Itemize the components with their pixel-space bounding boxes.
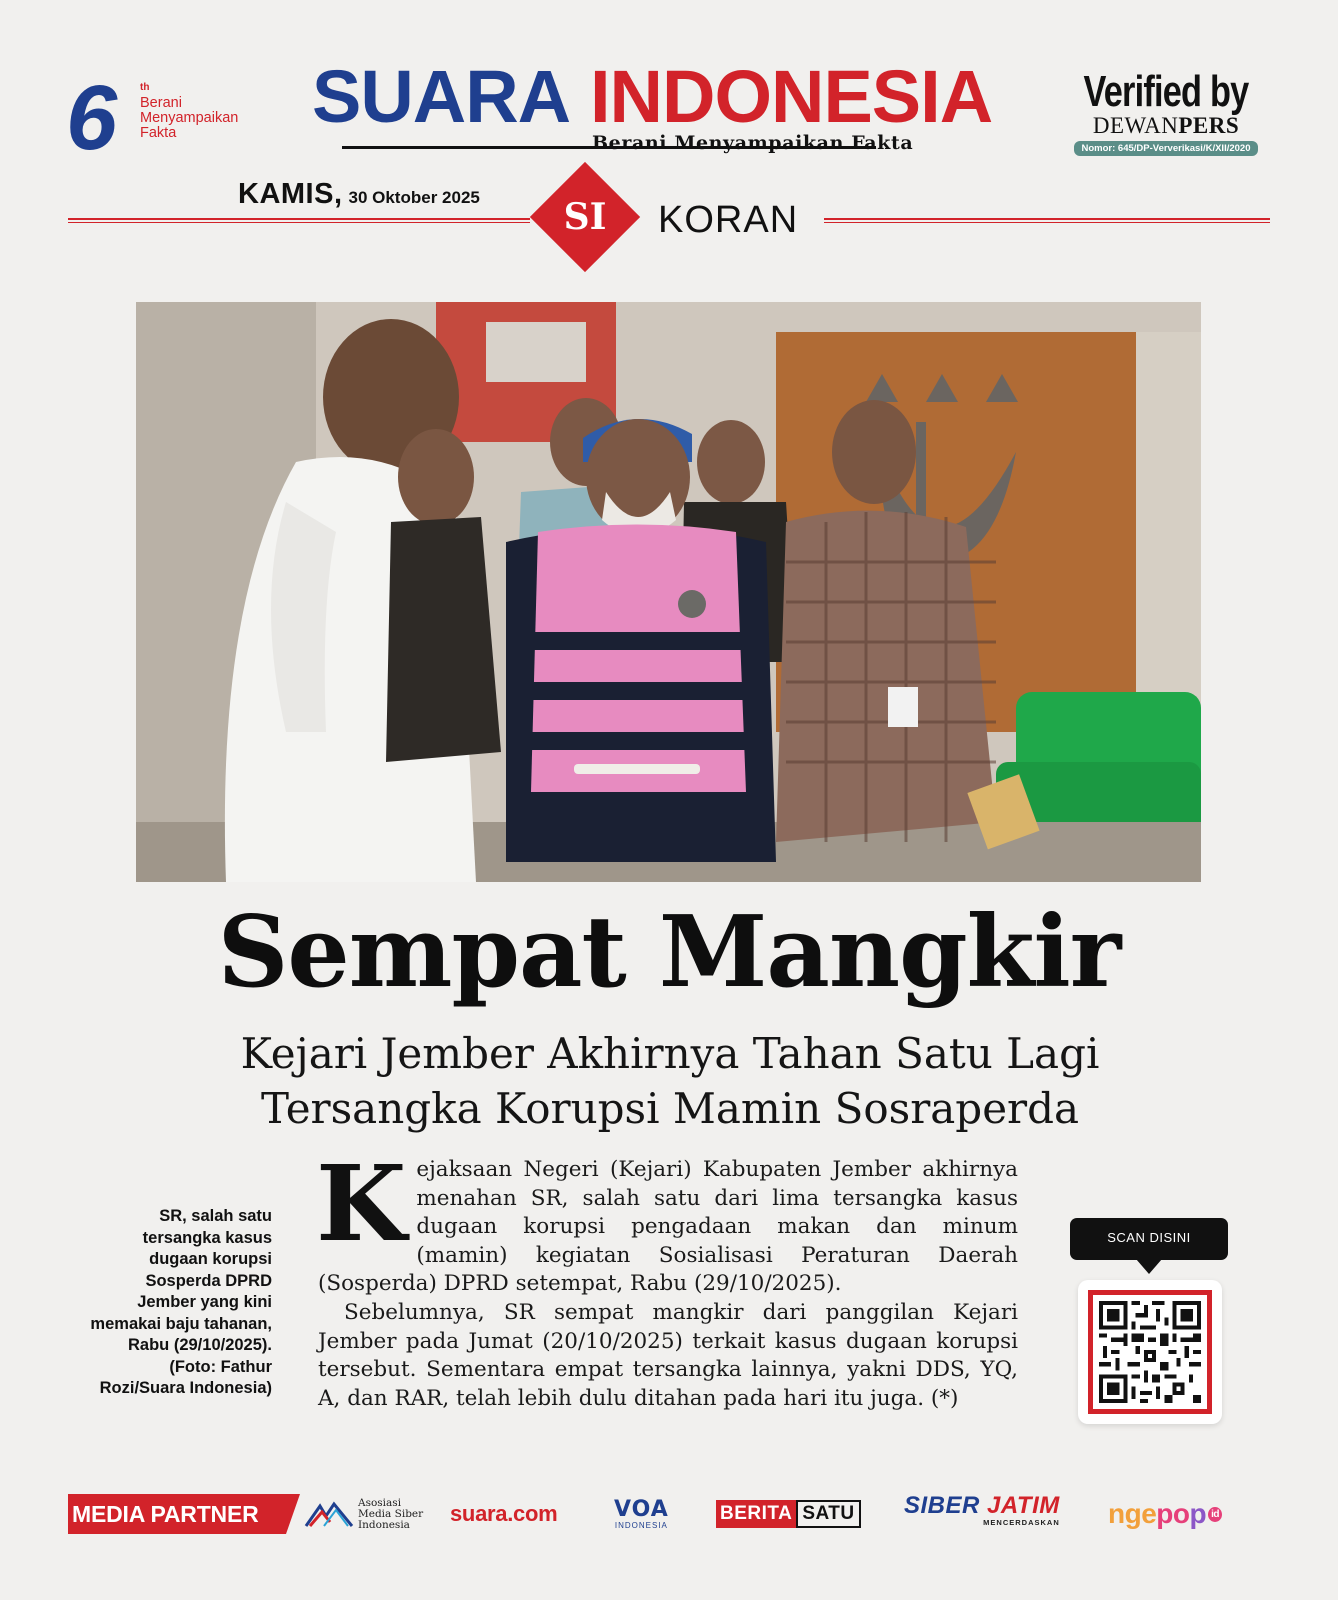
qr-code-card[interactable] xyxy=(1078,1280,1222,1424)
header-divider-left xyxy=(68,218,530,223)
dewan-pers-logo: DEWANPERS xyxy=(1092,113,1240,138)
drop-cap: K xyxy=(316,1142,407,1265)
partner-voa[interactable] xyxy=(614,1494,669,1534)
partner-siberjatim[interactable] xyxy=(904,1494,1060,1534)
qr-code-icon xyxy=(1099,1301,1201,1403)
partner-beritasatu[interactable]: BERITA SATU xyxy=(716,1494,861,1534)
verified-title: Verified by xyxy=(1083,67,1249,116)
verified-by-dewan-pers xyxy=(1056,67,1276,160)
dateline xyxy=(238,178,480,211)
masthead xyxy=(312,55,1024,160)
masthead-suara: SUARA xyxy=(312,55,571,138)
masthead-slogan: Berani Menyampaikan Fakta xyxy=(592,132,914,154)
article-paragraph-2: Sebelumnya, SR sempat mangkir dari panggilan Kejari Jember pada Jumat (20/10/2025) terkait kasus dugaan korupsi tersebut. Sementara empat tersangka lainnya, yakni DDS, YQ, A, dan RAR, telah lebih dulu ditahan pada hari itu juga. (*) xyxy=(318,1299,1018,1411)
headline: Sempat Mangkir xyxy=(217,895,1121,1010)
photo-caption: SR, salah satu tersangka kasus dugaan korupsi Sosperda DPRD Jember yang kini memakai baju tahanan, Rabu (29/10/2025). (Foto: Fathur Rozi/Suara Indonesia) xyxy=(90,1207,272,1397)
day-of-week: KAMIS, xyxy=(238,178,343,210)
article-body xyxy=(316,1142,1018,1413)
header-divider-right xyxy=(824,218,1270,223)
si-logo-text: SI xyxy=(563,196,607,238)
anniversary-suffix: th xyxy=(140,82,150,93)
article-paragraph-1: Kejaksaan Negeri (Kejari) Kabupaten Jember akhirnya menahan SR, salah satu dari lima tersangka kasus dugaan korupsi pengadaan makan dan minum (mamin) kegiatan Sosialisasi Peraturan Daerah (Sosperda) DPRD setempat, Rabu (29/10/2025). xyxy=(316,1142,1018,1297)
siberjatim-logo: SIBER JATIM xyxy=(904,1492,1060,1519)
subheadline: Kejari Jember Akhirnya Tahan Satu Lagi Tersangka Korupsi Mamin Sosraperda xyxy=(240,1029,1100,1133)
news-photo xyxy=(136,302,1201,882)
partner-ngepop[interactable]: nge po p id xyxy=(1108,1494,1222,1534)
news-photo-illustration xyxy=(136,302,1201,882)
edition-label: KORAN xyxy=(658,199,799,241)
qr-code-frame xyxy=(1088,1290,1212,1414)
voa-subtext: INDONESIA xyxy=(614,1520,668,1530)
masthead-indonesia: INDONESIA xyxy=(590,55,993,138)
amsi-logo-icon xyxy=(304,1500,354,1528)
anniversary-tagline: Berani Menyampaikan Fakta xyxy=(140,95,239,141)
amsi-text: Asosiasi Media Siber Indonesia xyxy=(358,1496,424,1531)
media-partner-label: MEDIA PARTNER xyxy=(68,1494,286,1534)
partner-suara-com[interactable]: suara.com xyxy=(450,1501,558,1526)
scan-here-label: SCAN DISINI xyxy=(1070,1218,1228,1260)
verification-number: Nomor: 645/DP-Ververikasi/K/XII/2020 xyxy=(1074,141,1259,156)
voa-logo-text: VOA xyxy=(614,1496,669,1522)
media-partner-strip xyxy=(68,1494,1272,1534)
siberjatim-tagline: MENCERDASKAN xyxy=(983,1518,1060,1527)
issue-date: 30 Oktober 2025 xyxy=(348,188,480,207)
anniversary-logo xyxy=(66,67,286,169)
anniversary-number: 6 xyxy=(66,67,118,169)
partner-amsi[interactable] xyxy=(304,1494,423,1534)
